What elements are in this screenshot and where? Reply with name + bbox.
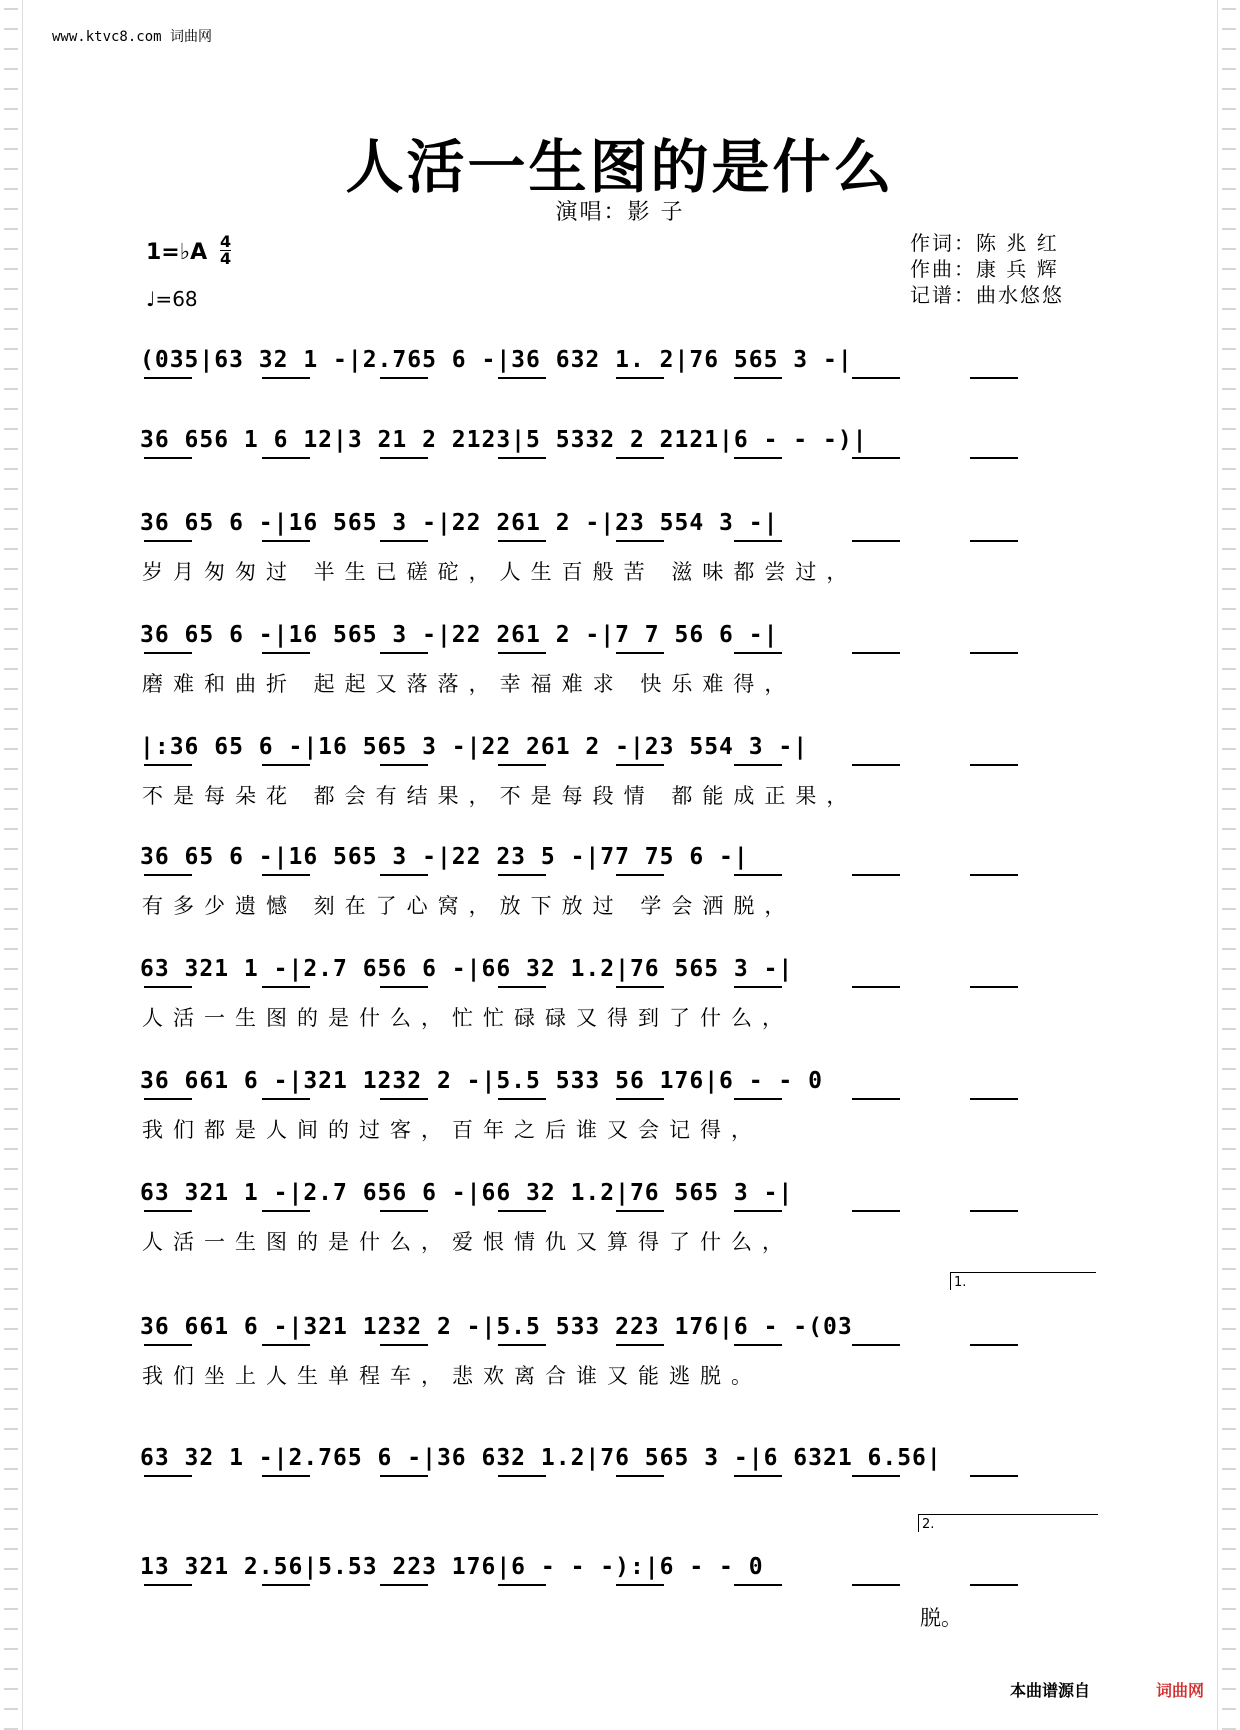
notation-line-11: 63 32 1 -|2.765 6 -|36 632 1.2|76 565 3 -|6 6321 6.56|	[140, 1445, 942, 1471]
notation-line-6: 36 65 6 -|16 565 3 -|22 23 5 -|77 75 6 -|	[140, 844, 749, 870]
lyric-line-9: 人活一生图的是什么，爱恨情仇又算得了什么，	[142, 1230, 793, 1254]
left-border-line	[22, 0, 23, 1730]
lyric-line-3: 岁月匆匆过 半生已磋砣，人生百般苦 滋味都尝过，	[142, 560, 858, 584]
lyric-line-7: 人活一生图的是什么，忙忙碌碌又得到了什么，	[142, 1006, 793, 1030]
lyric-line-4: 磨难和曲折 起起又落落，幸福难求 快乐难得，	[142, 672, 796, 696]
volta-2-label: 2.	[922, 1517, 935, 1532]
notation-line-7: 63 321 1 -|2.7 656 6 -|66 32 1.2|76 565 3 -|	[140, 956, 794, 982]
notation-line-3: 36 65 6 -|16 565 3 -|22 261 2 -|23 554 3 -|	[140, 510, 779, 536]
volta-2-hook	[918, 1514, 919, 1532]
credits-block	[910, 230, 1064, 308]
lyric-line-8: 我们都是人间的过客，百年之后谁又会记得，	[142, 1118, 762, 1142]
ending-lyric: 脱。	[920, 1606, 962, 1630]
notation-line-12: 13 321 2.56|5.53 223 176|6 - - -):|6 - - 0	[140, 1554, 764, 1580]
volta-1-bracket	[950, 1272, 1096, 1273]
right-watermark-strip	[1222, 0, 1236, 1730]
tempo-marking: ♩=68	[146, 287, 198, 311]
composer-credit: 作曲：康 兵 辉	[910, 257, 1059, 281]
brand-link[interactable]: 词曲网	[1156, 1681, 1205, 1700]
singer-credit: 演唱：影 子	[555, 200, 685, 225]
source-note: 本曲谱源自	[1010, 1681, 1091, 1700]
site-url[interactable]: www.ktvc8.com 词曲网	[52, 29, 213, 45]
volta-2-bracket	[918, 1514, 1098, 1515]
notation-line-4: 36 65 6 -|16 565 3 -|22 261 2 -|7 7 56 6 -|	[140, 622, 779, 648]
notation-line-5: |:36 65 6 -|16 565 3 -|22 261 2 -|23 554 3 -|	[140, 734, 809, 760]
lyric-line-10: 我们坐上人生单程车，悲欢离合谁又能逃脱。	[142, 1364, 762, 1388]
time-sig-bottom: 4	[220, 249, 232, 268]
lyric-line-6: 有多少遗憾 刻在了心窝，放下放过 学会洒脱，	[142, 894, 796, 918]
left-watermark-strip	[4, 0, 18, 1730]
notation-line-9: 63 321 1 -|2.7 656 6 -|66 32 1.2|76 565 3 -|	[140, 1180, 794, 1206]
time-signature	[220, 234, 231, 267]
volta-1-hook	[950, 1272, 951, 1290]
right-border-line	[1217, 0, 1218, 1730]
time-sig-top: 4	[220, 232, 232, 251]
notation-line-10: 36 661 6 -|321 1232 2 -|5.5 533 223 176|6 - -(03	[140, 1314, 853, 1340]
song-title: 人活一生图的是什么	[345, 133, 895, 201]
notation-line-8: 36 661 6 -|321 1232 2 -|5.5 533 56 176|6 - - 0	[140, 1068, 823, 1094]
transcriber-credit: 记谱：曲水悠悠	[910, 283, 1064, 307]
notation-line-1: (035|63 32 1 -|2.765 6 -|36 632 1. 2|76 565 3 -|	[140, 347, 853, 373]
lyric-line-5: 不是每朵花 都会有结果，不是每段情 都能成正果，	[142, 784, 858, 808]
lyricist-credit: 作词：陈 兆 红	[910, 231, 1059, 255]
key-signature: 1=♭A	[146, 240, 208, 265]
notation-line-2: 36 656 1 6 12|3 21 2 2123|5 5332 2 2121|6 - - -)|	[140, 427, 868, 453]
volta-1-label: 1.	[954, 1275, 967, 1290]
